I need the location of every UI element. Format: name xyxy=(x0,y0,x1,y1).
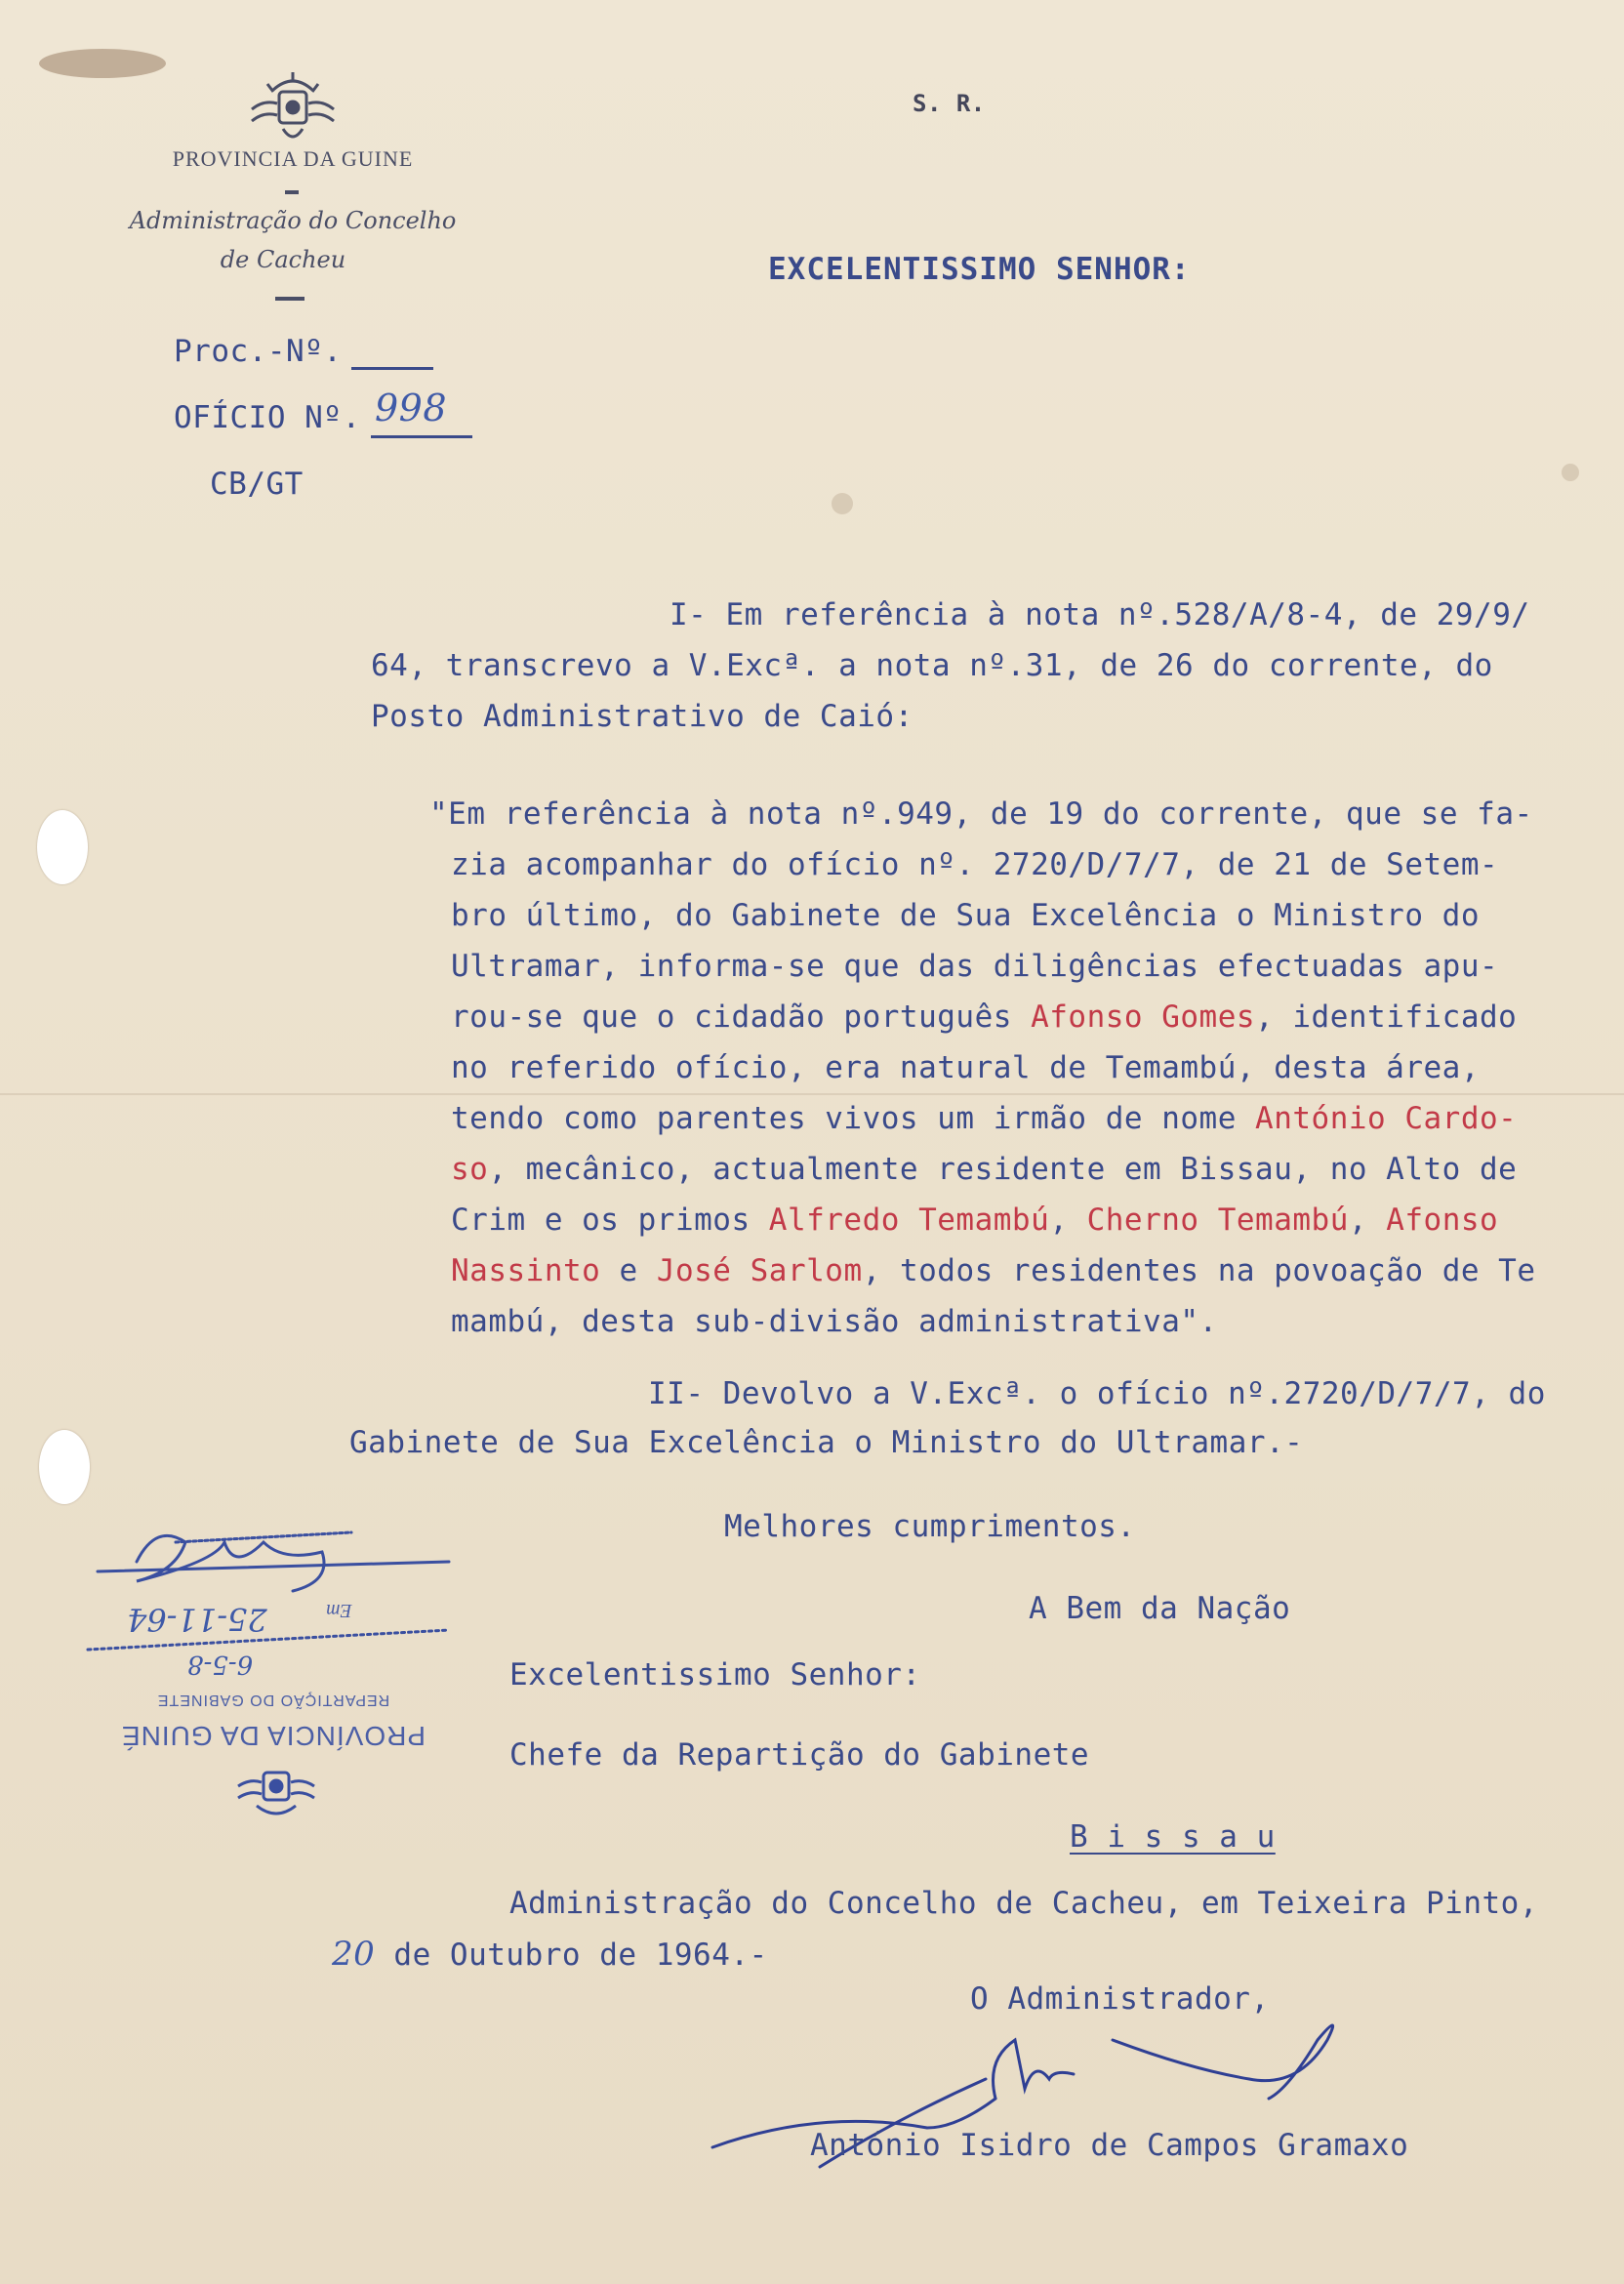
text-run: , xyxy=(1049,1203,1087,1238)
date-day: 20 xyxy=(332,1935,376,1974)
paper-stain xyxy=(39,49,166,78)
name-afonso-gomes: Afonso Gomes xyxy=(1031,999,1256,1035)
closing: Melhores cumprimentos. xyxy=(724,1509,1136,1544)
admin-heading-line1: Administração do Concelho xyxy=(129,207,457,234)
text-run: , identificado xyxy=(1255,999,1518,1035)
name-cherno-temambu: Cherno Temambú xyxy=(1086,1203,1349,1238)
place-date-line1: Administração do Concelho de Cacheu, em Teixeira Pinto, xyxy=(509,1886,1538,1921)
city: B i s s a u xyxy=(1070,1819,1276,1855)
paper-fold xyxy=(0,1093,1624,1095)
text-run: de Outubro de 1964.- xyxy=(375,1937,768,1973)
header-divider xyxy=(275,297,304,301)
addressee: Chefe da Repartição do Gabinete xyxy=(509,1737,1090,1773)
salutation-heading: EXCELENTISSIMO SENHOR: xyxy=(768,252,1191,287)
text-run: e xyxy=(600,1253,657,1288)
name-alfredo-temambu: Alfredo Temambú xyxy=(768,1203,1050,1238)
stamp-line1: PROVÍNCIA DA GUINÉ xyxy=(120,1721,426,1751)
name-antonio-cardoso: António Cardo- xyxy=(1255,1101,1518,1136)
proc-label: Proc.-Nº. xyxy=(174,334,343,369)
para1-line2: 64, transcrevo a V.Excª. a nota nº.31, de 26 do corrente, do xyxy=(371,648,1493,683)
coat-of-arms-icon xyxy=(244,70,342,150)
text-run: rou-se que o cidadão português xyxy=(451,999,1032,1035)
paper-stain xyxy=(832,493,853,514)
quote-line9 xyxy=(451,1203,1498,1238)
text-run: , todos residentes na povoação de Te xyxy=(862,1253,1536,1288)
addressee-salutation: Excelentissimo Senhor: xyxy=(509,1657,921,1693)
stamp-crest-icon xyxy=(232,1757,320,1825)
stamp-em: Em xyxy=(326,1600,352,1621)
stamp-handwriting-icon xyxy=(78,1503,468,1679)
stamp-number: 6-5-8 xyxy=(187,1650,254,1679)
quote-line3: bro último, do Gabinete de Sua Excelência o Ministro do xyxy=(451,898,1480,933)
oficio-label: OFÍCIO Nº. xyxy=(174,400,361,435)
signer-title: O Administrador, xyxy=(970,1981,1270,2017)
oficio-number: 998 xyxy=(375,387,448,429)
oficio-number-underline xyxy=(371,435,472,438)
reference-code: CB/GT xyxy=(210,467,304,502)
text-run: Crim e os primos xyxy=(451,1203,769,1238)
para1-line1: I- Em referência à nota nº.528/A/8-4, de 29/9/ xyxy=(670,597,1530,632)
admin-heading-line2: de Cacheu xyxy=(220,246,346,273)
quote-line10 xyxy=(451,1253,1536,1288)
punch-hole-lower xyxy=(39,1430,90,1504)
quote-line2: zia acompanhar do ofício nº. 2720/D/7/7, de 21 de Setem- xyxy=(451,847,1499,882)
text-run: , xyxy=(1348,1203,1387,1238)
quote-line11: mambú, desta sub-divisão administrativa". xyxy=(451,1304,1218,1339)
quote-line8 xyxy=(451,1152,1517,1187)
header-divider xyxy=(285,190,299,194)
paper-stain xyxy=(1562,464,1579,481)
quote-line1: "Em referência à nota nº.949, de 19 do corrente, que se fa- xyxy=(429,796,1533,832)
para2-line2: Gabinete de Sua Excelência o Ministro do Ultramar.- xyxy=(349,1425,1304,1460)
reception-stamp xyxy=(78,1503,468,1835)
top-mark: S. R. xyxy=(913,90,986,117)
para2-line1: II- Devolvo a V.Excª. o ofício nº.2720/D/7/7, do xyxy=(648,1376,1546,1411)
place-date-line2 xyxy=(332,1937,768,1973)
text-run: , mecânico, actualmente residente em Bissau, no Alto de xyxy=(488,1152,1518,1187)
quote-line7 xyxy=(451,1101,1517,1136)
stamp-date: 25-11-64 xyxy=(127,1601,267,1638)
quote-line6: no referido ofício, era natural de Temambú, desta área, xyxy=(451,1050,1480,1085)
proc-number-blank xyxy=(351,367,433,370)
text-run: tendo como parentes vivos um irmão de nome xyxy=(451,1101,1256,1136)
stamp-line2: REPARTIÇÃO DO GABINETE xyxy=(156,1692,390,1708)
quote-line4: Ultramar, informa-se que das diligências efectuadas apu- xyxy=(451,949,1499,984)
name-afonso-nassinto-cont: Nassinto xyxy=(451,1253,601,1288)
name-jose-sarlom: José Sarlom xyxy=(656,1253,863,1288)
name-afonso-nassinto: Afonso xyxy=(1386,1203,1499,1238)
province-heading: PROVINCIA DA GUINE xyxy=(172,146,414,171)
punch-hole-upper xyxy=(37,810,88,884)
para1-line3: Posto Administrativo de Caió: xyxy=(371,699,914,734)
quote-line5 xyxy=(451,999,1517,1035)
name-antonio-cardoso-cont: so xyxy=(451,1152,489,1187)
signer-name: António Isidro de Campos Gramaxo xyxy=(810,2128,1409,2163)
motto: A Bem da Nação xyxy=(1029,1591,1291,1626)
